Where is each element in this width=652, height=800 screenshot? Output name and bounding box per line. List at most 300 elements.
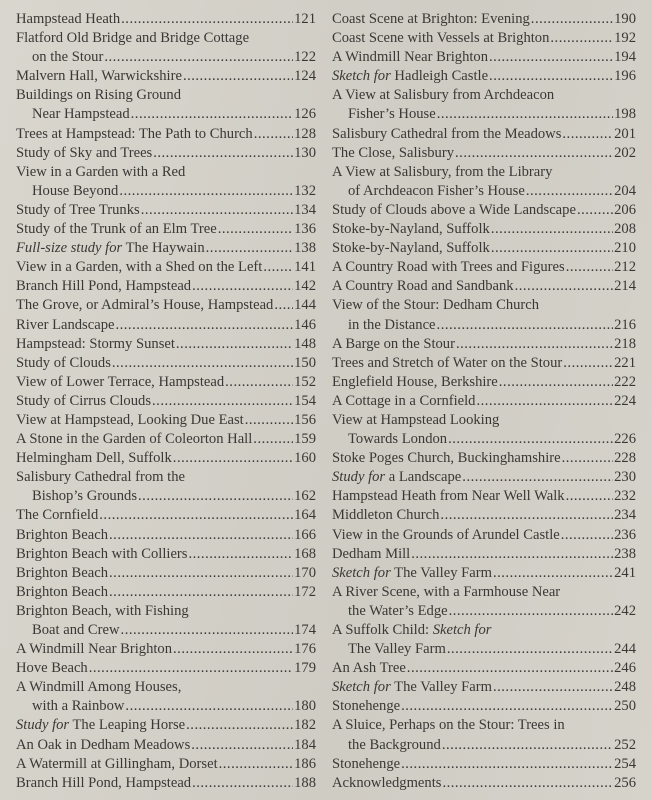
entry-title [332,621,491,640]
page-number: 232 [614,488,636,505]
entry-title-text: House Beyond [32,182,119,199]
dot-leader [183,67,293,86]
entry-title [32,487,137,506]
toc-entry [332,277,636,296]
toc-entry [16,296,316,315]
entry-title-text: Hove Beach [16,660,88,677]
entry-title-text: Hampstead: Stormy Sunset [16,335,175,352]
entry-title [16,86,181,105]
dot-leader [176,335,293,354]
toc-entry-line [16,392,316,411]
entry-title-text: An Oak in Dedham Meadows [16,736,191,753]
entry-title [348,736,441,755]
toc-entry [332,755,636,774]
page-number: 188 [294,774,316,791]
page-number: 221 [614,354,636,371]
dot-leader [442,774,613,793]
entry-title-text: of Archdeacon Fisher’s House [348,182,525,199]
entry-title-text: Stoke-by-Nayland, Suffolk [332,221,490,238]
entry-title [32,697,124,716]
page-number: 248 [614,679,636,696]
entry-title-text: Stoke Poges Church, Buckinghamshire [332,450,561,467]
page-number: 218 [614,335,636,352]
entry-title-text: The Cornfield [16,507,99,524]
toc-entry [16,201,316,220]
toc-entry-line [16,621,316,640]
entry-title-text: A Country Road and Sandbank [332,278,514,295]
page-number: 124 [294,68,316,85]
toc-entry [16,449,316,468]
entry-title [332,659,406,678]
entry-title-italic-suffix: Sketch for [432,622,492,638]
toc-entry [332,526,636,545]
toc-entry-line [332,564,636,583]
entry-title-text: View of the Stour: Dedham Church [332,297,540,314]
page-number: 222 [614,373,636,390]
page-number: 244 [614,641,636,658]
entry-title-text: A Watermill at Gillingham, Dorset [16,755,218,772]
dot-leader [437,105,613,124]
entry-title-text: Salisbury Cathedral from the Meadows [332,125,562,142]
toc-entry-line [16,487,316,506]
entry-title [332,411,499,430]
entry-title [16,449,172,468]
entry-title-text: View at Hampstead, Looking Due East [16,411,244,428]
dot-leader [188,545,293,564]
entry-title-text: Englefield House, Berkshire [332,373,498,390]
toc-entry-line [332,736,636,755]
page-number: 256 [614,774,636,791]
entry-title [16,583,108,602]
entry-title-text: the Background [348,736,441,753]
toc-entry-line [332,29,636,48]
entry-title [332,526,560,545]
dot-leader [218,220,293,239]
toc-entry-line [332,105,636,124]
entry-title-text: Buildings on Rising Ground [16,87,182,104]
entry-title-text: Stoke-by-Nayland, Suffolk [332,240,490,257]
toc-entry [332,716,636,754]
toc-entry-line [16,239,316,258]
toc-entry [16,564,316,583]
entry-title-text: River Landscape [16,316,115,333]
toc-entry-line [16,526,316,545]
page-number: 206 [614,201,636,218]
entry-title-text: View of Lower Terrace, Hampstead [16,373,225,390]
toc-entry-line [332,392,636,411]
toc-entry [16,755,316,774]
entry-title-text: Middleton Church [332,507,440,524]
dot-leader [448,430,613,449]
entry-title-text: Hampstead Heath from Near Well Walk [332,488,565,505]
toc-entry [332,487,636,506]
dot-leader [121,10,293,29]
page-number: 234 [614,507,636,524]
entry-title-text: Study of Cirrus Clouds [16,392,152,409]
toc-entry-line [332,144,636,163]
toc-entry [332,67,636,86]
toc-entry [332,125,636,144]
entry-title-text: A Windmill Near Brighton [16,641,173,658]
entry-title [16,335,175,354]
dot-leader [489,48,613,67]
entry-title-text: A Windmill Near Brighton [332,49,489,66]
entry-title-text: Stonehenge [332,698,401,715]
entry-title-text: A Sluice, Perhaps on the Stour: Trees in [332,717,565,734]
page-number: 141 [294,259,316,276]
toc-entry-line [332,10,636,29]
entry-title-text: The Valley Farm [394,679,492,696]
entry-title-text: Brighton Beach [16,583,109,600]
dot-leader [115,316,293,335]
entry-title [332,373,498,392]
page-number: 198 [614,106,636,123]
toc-entry [332,411,636,449]
toc-entry [16,277,316,296]
toc-entry [332,564,636,583]
page-number: 126 [294,106,316,123]
page-number: 204 [614,182,636,199]
toc-entry-line [16,163,316,182]
toc-entry-line [332,411,636,430]
toc-entry-line [332,583,636,602]
entry-title-text: A View at Salisbury, from the Library [332,163,553,180]
toc-entry [332,335,636,354]
toc-entry [332,258,636,277]
toc-entry-line [16,125,316,144]
dot-leader [462,468,613,487]
toc-entry [332,774,636,793]
entry-title-text: A View at Salisbury from Archdeacon [332,87,555,104]
toc-entry [16,258,316,277]
page-number: 186 [294,755,316,772]
entry-title [16,220,217,239]
toc-entry-line [16,144,316,163]
toc-entry [332,392,636,411]
dot-leader [125,697,293,716]
page-number: 236 [614,526,636,543]
page-number: 174 [294,622,316,638]
toc-entry-line [16,29,316,48]
toc-entry-line [16,678,316,697]
toc-entry [16,67,316,86]
page-number: 168 [294,545,316,562]
toc-entry-line [332,296,636,315]
dot-leader [563,354,613,373]
dot-leader [109,526,293,545]
dot-leader [109,564,293,583]
toc-entry-line [332,354,636,373]
entry-title [332,296,539,315]
entry-title [16,296,273,315]
entry-title [332,545,410,564]
toc-entry [16,545,316,564]
dot-leader [141,201,293,220]
entry-title-text: The Leaping Horse [72,717,186,734]
entry-title-text: Branch Hill Pond, Hampstead [16,278,192,295]
dot-leader [531,10,613,29]
toc-entry-line [332,316,636,335]
toc-entry-line [332,335,636,354]
entry-title-italic-prefix: Sketch for [332,679,391,696]
toc-entry [16,678,316,716]
page-number: 138 [294,240,316,257]
entry-title-text: The Haywain [125,240,205,257]
dot-leader [119,182,293,201]
entry-title [16,239,205,258]
page-number: 252 [614,736,636,753]
entry-title [332,774,441,793]
entry-title-text: A Barge on the Stour [332,335,455,352]
entry-title [16,29,249,48]
entry-title-text: An Ash Tree [332,660,406,677]
entry-title [16,316,114,335]
entry-title [16,10,120,29]
dot-leader [566,487,614,506]
entry-title [16,602,189,621]
entry-title-text: The Valley Farm [348,641,446,658]
dot-leader [499,373,613,392]
dot-leader [192,277,293,296]
toc-entry-line [16,335,316,354]
toc-entry [16,392,316,411]
toc-entry [16,125,316,144]
toc-entry-line [332,487,636,506]
entry-title [16,736,190,755]
toc-entry [332,48,636,67]
toc-entry [16,335,316,354]
entry-title-text: Boat and Crew [32,622,120,638]
toc-entry-line [332,659,636,678]
entry-title [332,48,488,67]
entry-title [16,430,252,449]
toc-entry [332,545,636,564]
toc-entry [332,449,636,468]
dot-leader [456,335,613,354]
toc-entry [332,506,636,525]
entry-title-text: Fisher’s House [348,106,436,123]
entry-title [16,125,253,144]
toc-entry-line [332,163,636,182]
page-number: 122 [294,49,316,66]
toc-entry-line [16,716,316,735]
toc-entry-line [332,506,636,525]
entry-title-text: Study of Sky and Trees [16,144,153,161]
entry-title [332,163,552,182]
toc-entry-line [16,48,316,67]
entry-title-text: View at Hampstead Looking [332,411,500,428]
entry-title-text: Towards London [348,431,448,448]
entry-title [16,774,191,793]
entry-title [332,239,490,258]
dot-leader [447,640,613,659]
toc-entry-line [16,468,316,487]
entry-title-text: Trees and Stretch of Water on the Stour [332,354,563,371]
toc-entry-line [16,640,316,659]
toc-entry [16,354,316,373]
toc-entry [332,220,636,239]
contents-column-right [332,10,636,793]
dot-leader [121,621,294,640]
dot-leader [104,48,293,67]
toc-entry-line [16,659,316,678]
toc-entry [332,373,636,392]
entry-title [348,316,436,335]
dot-leader [566,258,613,277]
toc-entry [332,239,636,258]
dot-leader [152,392,293,411]
entry-title-text: Helmingham Dell, Suffolk [16,450,172,467]
dot-leader [407,659,613,678]
toc-entry [332,163,636,201]
page-number: 182 [294,717,316,734]
page-number: 224 [614,392,636,409]
toc-entry [332,354,636,373]
entry-title [332,125,561,144]
toc-entry [16,411,316,430]
dot-leader [89,659,293,678]
dot-leader [455,144,613,163]
toc-entry [16,239,316,258]
toc-entry [16,10,316,29]
toc-entry-line [332,716,636,735]
toc-entry [16,602,316,640]
entry-title-text: Brighton Beach [16,564,109,581]
toc-entry-line [332,545,636,564]
entry-title [16,506,98,525]
dot-leader [562,449,613,468]
toc-entry-line [332,774,636,793]
toc-entry-line [16,373,316,392]
page-number: 136 [294,221,316,238]
entry-title [16,755,218,774]
entry-title [332,354,562,373]
entry-title-text: with a Rainbow [32,698,125,715]
toc-entry [16,316,316,335]
toc-entry-line [16,774,316,793]
page-number: 192 [614,30,636,47]
toc-entry-line [332,258,636,277]
page-number: 176 [294,641,316,658]
page-number: 212 [614,259,636,276]
entry-title [332,258,565,277]
entry-title-text: Flatford Old Bridge and Bridge Cottage [16,30,250,47]
page-number: 194 [614,49,636,66]
toc-entry-line [16,545,316,564]
toc-entry-line [332,67,636,86]
toc-entry-line [332,48,636,67]
dot-leader [192,774,293,793]
toc-entry-line [332,86,636,105]
entry-title [332,220,490,239]
dot-leader [263,258,293,277]
dot-leader [550,29,613,48]
entry-title-text: Hampstead Heath [16,11,121,27]
entry-title-text: Study of the Trunk of an Elm Tree [16,221,217,238]
entry-title-text: Bishop’s Grounds [32,488,138,505]
toc-entry [16,716,316,735]
entry-title-text: Acknowledgments [332,774,442,791]
toc-entry-line [16,449,316,468]
dot-leader [219,755,293,774]
toc-entry-line [332,449,636,468]
toc-entry-line [16,602,316,621]
toc-entry [332,621,636,659]
entry-title-text: Brighton Beach, with Fishing [16,602,189,619]
toc-entry [16,468,316,506]
dot-leader [562,125,613,144]
page-number: 201 [614,125,636,142]
page-number: 250 [614,698,636,715]
entry-title [332,10,530,29]
page-number: 184 [294,736,316,753]
page-number: 172 [294,583,316,600]
entry-title-italic-prefix: Study for [16,717,70,734]
dot-leader [191,736,293,755]
entry-title-text: Coast Scene at Brighton: Evening [332,11,530,27]
entry-title-text: a Landscape [388,469,462,486]
page-number: 130 [294,144,316,161]
dot-leader [112,354,293,373]
toc-entry-line [16,697,316,716]
toc-entry [332,201,636,220]
toc-entry-line [332,182,636,201]
toc-entry-line [16,564,316,583]
entry-title [16,277,191,296]
entry-title-text: Malvern Hall, Warwickshire [16,68,182,85]
entry-title-text: Study of Tree Trunks [16,201,140,218]
toc-entry-line [16,296,316,315]
dot-leader [173,640,293,659]
entry-title-text: The Grove, or Admiral’s House, Hampstead [16,297,274,314]
dot-leader [493,678,613,697]
page-number: 132 [294,182,316,199]
entry-title [332,335,455,354]
page-number: 230 [614,469,636,486]
entry-title [332,144,454,163]
toc-entry [16,29,316,67]
entry-title [16,411,244,430]
entry-title-italic-prefix: Full-size study for [16,240,123,257]
entry-title [16,564,108,583]
dot-leader [99,506,293,525]
page-number: 166 [294,526,316,543]
entry-title [348,430,447,449]
page-number: 196 [614,68,636,85]
toc-entry-line [16,220,316,239]
toc-entry-line [332,602,636,621]
toc-entry [332,86,636,124]
entry-title [332,392,475,411]
entry-title [332,716,565,735]
page-number: 164 [294,507,316,524]
entry-title [348,182,525,201]
dot-leader [153,144,293,163]
entry-title-text: Coast Scene with Vessels at Brighton [332,30,550,47]
entry-title-text: View in a Garden, with a Shed on the Left [16,259,263,276]
toc-entry [16,86,316,124]
entry-title-italic-prefix: Sketch for [332,564,391,581]
toc-entry [332,659,636,678]
toc-entry [332,468,636,487]
toc-entry-line [16,354,316,373]
entry-title-text: Near Hampstead [32,106,130,123]
dot-leader [561,526,613,545]
page-number: 160 [294,450,316,467]
dot-leader [138,487,293,506]
entry-title [332,678,492,697]
dot-leader [206,239,293,258]
